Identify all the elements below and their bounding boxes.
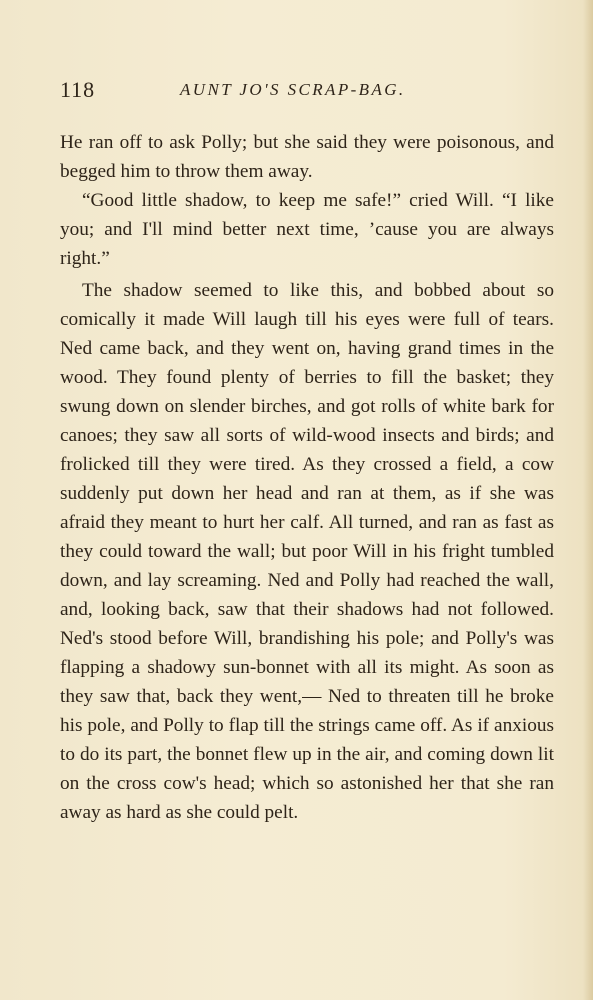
body-text <box>60 128 554 827</box>
running-title: AUNT JO'S SCRAP-BAG. <box>180 80 406 99</box>
paragraph-1: He ran off to ask Polly; but she said they were poisonous, and begged him to throw them away. <box>60 132 554 182</box>
paragraph-3: The shadow seemed to like this, and bobbed about so comically it made Will laugh till his eyes were full of tears. Ned came back, and they went on, having grand times in the wood. They found plenty of berries to fill the basket; they swung down on slender birches, and got rolls of white bark for canoes; they saw all sorts of wild-wood insects and birds; and frolicked till they were tired. As they crossed a field, a cow suddenly put down her head and ran at them, as if she was afraid they meant to hurt her calf. All turned, and ran as fast as they could toward the wall; but poor Will in his fright tumbled down, and lay screaming. Ned and Polly had reached the wall, and, looking back, saw that their shadows had not followed. Ned's stood before Will, brandishing his pole; and Polly's was flapping a shadowy sun-bonnet with all its might. As soon as they saw that, back they went,— Ned to threaten till he broke his pole, and Polly to flap till the strings came off. As if anxious to do its part, the bonnet flew up in the air, and coming down lit on the cross cow's head; which so astonished her that she ran away as hard as she could pelt. <box>60 280 554 823</box>
page-edge-shadow <box>583 0 593 1000</box>
page-number: 118 <box>60 77 96 102</box>
paragraph-2: “Good little shadow, to keep me safe!” cried Will. “I like you; and I'll mind better next time, ’cause you are always right.” <box>60 190 554 269</box>
running-head <box>60 76 535 104</box>
